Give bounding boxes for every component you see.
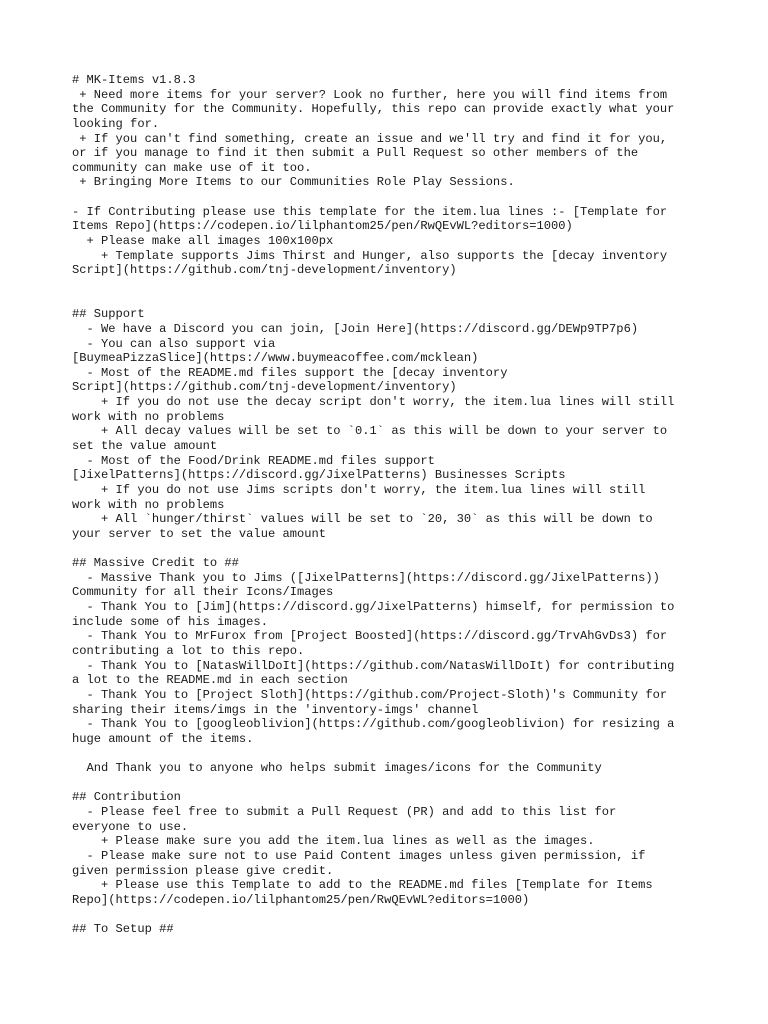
text-line: + If you can't find something, create an issue and we'll try and find it for you,	[72, 131, 668, 146]
blank-line	[72, 746, 732, 761]
text-line: And Thank you to anyone who helps submit images/icons for the Community	[72, 761, 602, 776]
text-line: - Thank You to MrFurox from [Project Boosted](https://discord.gg/TrvAhGvDs3) for	[72, 629, 668, 644]
text-line: + If you do not use the decay script don't worry, the item.lua lines will still	[72, 395, 675, 410]
text-line: looking for.	[72, 116, 160, 131]
text-line: the Community for the Community. Hopefully, this repo can provide exactly what your	[72, 102, 675, 117]
text-line: Items Repo](https://codepen.io/lilphantom25/pen/RwQEvWL?editors=1000)	[72, 219, 573, 234]
text-line: work with no problems	[72, 409, 225, 424]
text-line: + Please make all images 100x100px	[72, 234, 334, 249]
text-line: + Please make sure you add the item.lua lines as well as the images.	[72, 834, 595, 849]
text-line: [JixelPatterns](https://discord.gg/JixelPatterns) Businesses Scripts	[72, 468, 566, 483]
text-line: a lot to the README.md in each section	[72, 673, 348, 688]
blank-line	[72, 278, 732, 293]
text-line: + All decay values will be set to `0.1` as this will be down to your server to	[72, 424, 668, 439]
document-title: # MK-Items v1.8.3	[72, 73, 196, 87]
text-line: Script](https://github.com/tnj-development/inventory)	[72, 263, 457, 278]
text-line: Repo](https://codepen.io/lilphantom25/pen/RwQEvWL?editors=1000)	[72, 892, 530, 907]
text-line: everyone to use.	[72, 819, 189, 834]
blank-line	[72, 293, 732, 308]
blank-line	[72, 776, 732, 791]
text-line: + Bringing More Items to our Communities Role Play Sessions.	[72, 175, 515, 190]
text-line: - Most of the Food/Drink README.md files support	[72, 453, 435, 468]
text-line: - Please feel free to submit a Pull Request (PR) and add to this list for	[72, 805, 617, 820]
text-line: your server to set the value amount	[72, 526, 327, 541]
text-line: or if you manage to find it then submit a Pull Request so other members of the	[72, 146, 639, 161]
text-line: contributing a lot to this repo.	[72, 643, 305, 658]
blank-line	[72, 542, 732, 557]
text-line: community can make use of it too.	[72, 160, 312, 175]
text-line: - Thank You to [Jim](https://discord.gg/JixelPatterns) himself, for permission to	[72, 600, 675, 615]
text-line: - Please make sure not to use Paid Content images unless given permission, if	[72, 848, 646, 863]
text-line: - Most of the README.md files support the [decay inventory	[72, 365, 508, 380]
section-heading: ## To Setup ##	[72, 922, 174, 937]
text-line: + If you do not use Jims scripts don't worry, the item.lua lines will still	[72, 482, 646, 497]
text-line: [BuymeaPizzaSlice](https://www.buymeacoffee.com/mcklean)	[72, 351, 479, 366]
document-page	[72, 73, 732, 937]
text-line: work with no problems	[72, 497, 225, 512]
text-line: include some of his images.	[72, 614, 268, 629]
text-line: - We have a Discord you can join, [Join Here](https://discord.gg/DEWp9TP7p6)	[72, 321, 639, 336]
text-line: Community for all their Icons/Images	[72, 585, 334, 600]
text-line: Script](https://github.com/tnj-development/inventory)	[72, 380, 457, 395]
text-line: + Template supports Jims Thirst and Hunger, also supports the [decay inventory	[72, 248, 668, 263]
text-line: - If Contributing please use this template for the item.lua lines :- [Template for	[72, 204, 668, 219]
text-line: - Massive Thank you to Jims ([JixelPatterns](https://discord.gg/JixelPatterns))	[72, 570, 660, 585]
text-line: given permission please give credit.	[72, 863, 334, 878]
text-line: + Need more items for your server? Look no further, here you will find items from	[72, 87, 668, 102]
blank-line	[72, 190, 732, 205]
text-line: - Thank You to [NatasWillDoIt](https://github.com/NatasWillDoIt) for contributing	[72, 658, 675, 673]
section-heading: ## Massive Credit to ##	[72, 556, 239, 571]
blank-line	[72, 908, 732, 923]
text-line: - Thank You to [googleoblivion](https://github.com/googleoblivion) for resizing a	[72, 717, 675, 732]
text-line: - You can also support via	[72, 336, 276, 351]
text-line: huge amount of the items.	[72, 731, 254, 746]
text-line: + All `hunger/thirst` values will be set to `20, 30` as this will be down to	[72, 512, 653, 527]
text-line: sharing their items/imgs in the 'inventory-imgs' channel	[72, 702, 479, 717]
text-line: - Thank You to [Project Sloth](https://github.com/Project-Sloth)'s Community for	[72, 687, 668, 702]
text-line: + Please use this Template to add to the README.md files [Template for Items	[72, 878, 653, 893]
section-heading: ## Support	[72, 307, 145, 322]
text-line: set the value amount	[72, 439, 218, 454]
section-heading: ## Contribution	[72, 790, 181, 805]
